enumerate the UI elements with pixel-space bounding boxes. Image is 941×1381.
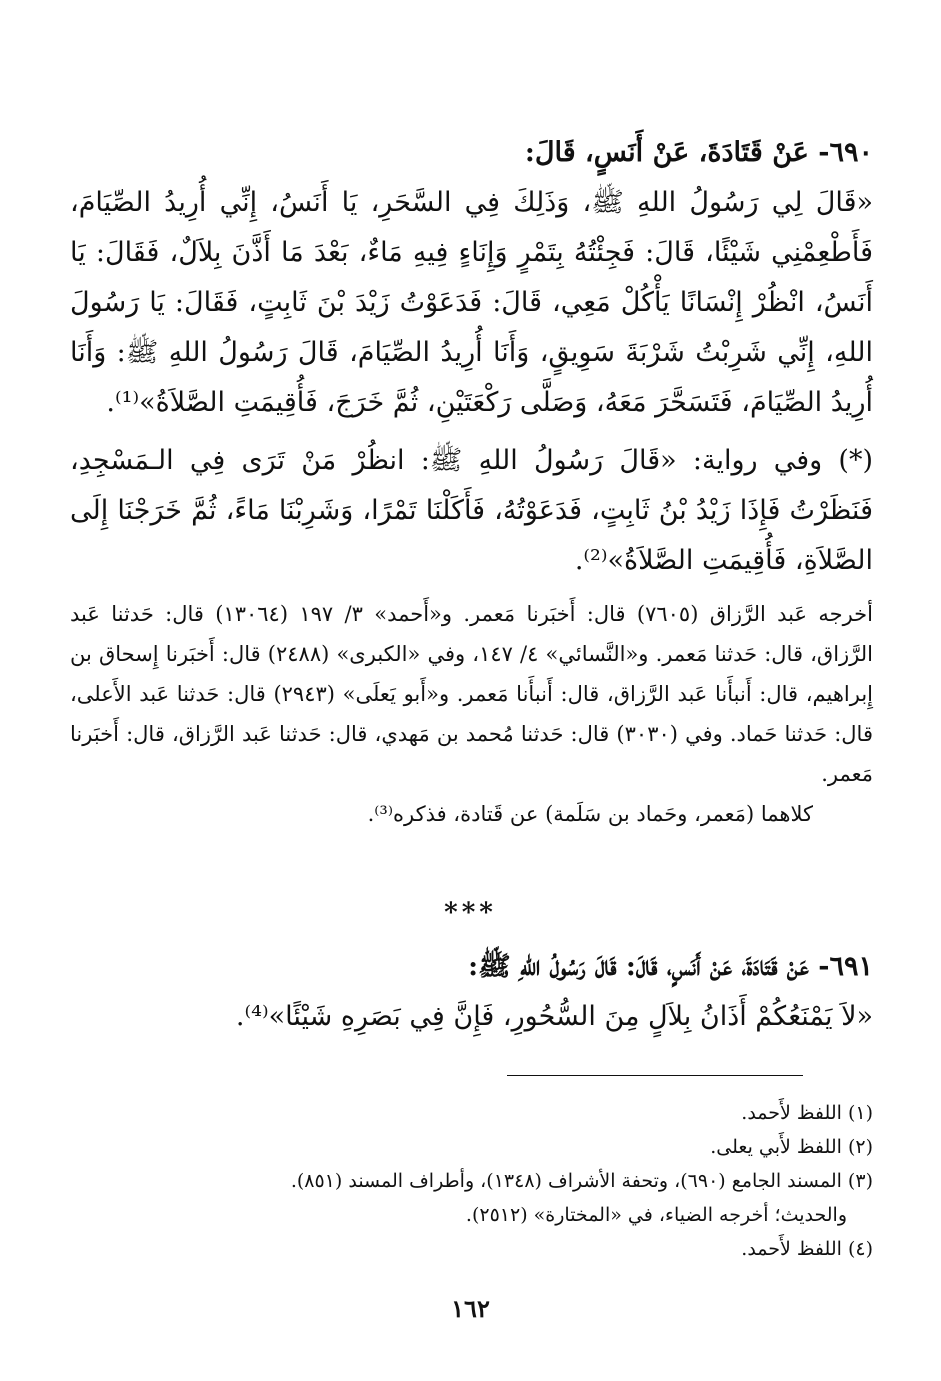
hadith-690-intro: ٦٩٠- عَنْ قَتَادَةَ، عَنْ أَنَسٍ، قَالَ: (524, 137, 873, 168)
footnote-2: (٢) اللفظ لأَبي يعلى. (710, 1136, 873, 1158)
hadith-690 (70, 128, 873, 428)
footnote-4: (٤) اللفظ لأَحمد. (741, 1238, 873, 1260)
variant-text: (*) وفي رواية: «قَالَ رَسُولُ اللهِ ﷺ: انظُرْ مَنْ تَرَى فِي الـمَسْجِدِ، فَنَظَرْتُ فَإِذَا زَيْدُ بْنُ ثَابِتٍ، فَدَعَوْتُهُ، فَأَكَلْنَا تَمْرًا، وَشَرِبْنَا مَاءً، ثُمَّ خَرَجْنَا إِلَى الصَّلاَةِ، فَأُقِيمَتِ الصَّلاَةُ»⁽²⁾. (70, 445, 873, 576)
takhrij-text: أخرجه عَبد الرَّزاق (٧٦٠٥) قال: أَخبَرنا مَعمر. و«أَحمد» ٣/ ١٩٧ (١٣٠٦٤) قال: حَدثنا عَبد الرَّزاق، قال: حَدثنا مَعمر. و«النَّسائي» ٤/ ١٤٧، وفي «الكبرى» (٢٤٨٨) قال: أَخبَرنا إِسحاق بن إِبراهيم، قال: أَنبأَنا عَبد الرَّزاق، قال: أَنبأَنا مَعمر. و«أَبو يَعلَى» (٢٩٤٣) قال: حَدثنا عَبد الأَعلى، قال: حَدثنا حَماد. وفي (٣٠٣٠) قال: حَدثنا مُحمد بن مَهدي، قال: حَدثنا عَبد الرَّزاق، قال: أَخبَرنا مَعمر. (70, 602, 874, 786)
footnote-3: (٣) المسند الجامع (٦٩٠)، وتحفة الأشراف (١٣٤٨)، وأطراف المسند (٨٥١). (290, 1170, 873, 1192)
hadith-691 (70, 942, 873, 1042)
hadith-691-intro: ٦٩١- عَنْ قَتَادَةَ، عَنْ أَنَسٍ، قَالَ: قَالَ رَسُولُ اللهِ ﷺ: (468, 951, 873, 982)
footnote-3-continuation: والحديث؛ أخرجه الضياء، في «المختارة» (٢٥١٢). (465, 1204, 847, 1226)
footnotes (70, 1096, 873, 1266)
hadith-690-variant (70, 436, 873, 586)
footnote-divider (507, 1075, 803, 1076)
takhrij-summary: كلاهما (مَعمر، وحَماد بن سَلَمة) عن قَتادة، فذكره⁽³⁾. (367, 802, 813, 826)
section-separator: *** (444, 898, 497, 928)
hadith-690-text: «قَالَ لِي رَسُولُ اللهِ ﷺ، وَذَلِكَ فِي السَّحَرِ، يَا أَنَسُ، إِنِّي أُرِيدُ الصِّيَامَ، فَأَطْعِمْنِي شَيْئًا، قَالَ: فَجِئْتُهُ بِتَمْرٍ وَإِنَاءٍ فِيهِ مَاءٌ، بَعْدَ مَا أَذَّنَ بِلاَلٌ، فَقَالَ: يَا أَنَسُ، انْظُرْ إِنْسَانًا يَأْكُلْ مَعِي، قَالَ: فَدَعَوْتُ زَيْدَ بْنَ ثَابِتٍ، فَقَالَ: يَا رَسُولَ اللهِ، إِنِّي شَرِبْتُ شَرْبَةَ سَوِيقٍ، وَأَنَا أُرِيدُ الصِّيَامَ، قَالَ رَسُولُ اللهِ ﷺ: وَأَنَا أُرِيدُ الصِّيَامَ، فَتَسَحَّرَ مَعَهُ، وَصَلَّى رَكْعَتَيْنِ، ثُمَّ خَرَجَ، فَأُقِيمَتِ الصَّلاَةُ»⁽¹⁾. (70, 187, 873, 418)
page-number: ١٦٢ (451, 1294, 490, 1323)
takhrij-section (70, 594, 873, 834)
hadith-691-text: «لاَ يَمْنَعُكُمْ أَذَانُ بِلاَلٍ مِنَ السُّحُورِ، فَإِنَّ فِي بَصَرِهِ شَيْئًا»⁽⁴⁾. (235, 1001, 873, 1032)
footnote-1: (١) اللفظ لأَحمد. (741, 1102, 873, 1124)
